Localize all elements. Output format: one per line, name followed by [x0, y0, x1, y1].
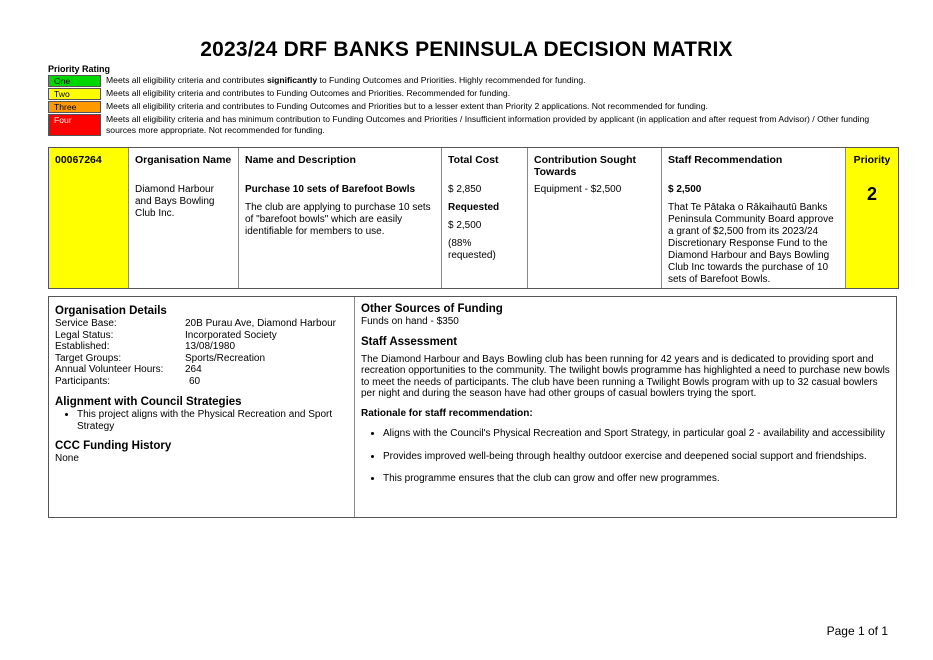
detail-row: Established: 13/08/1980 — [55, 341, 236, 352]
staff-assessment-text: The Diamond Harbour and Bays Bowling club has been running for 42 years and is dedicated to providing sport and recreation opportunities to the community. The twilight bowls programme has highlighted a need to purchase new bowls to meet the needs of participants. The club have been running a Twilight Bowls program with up to 32 casual bowlers per night and during the season have had other groups of casual bowlers trying the sport. — [361, 353, 890, 399]
application-id-cell — [49, 148, 129, 288]
other-funding-heading: Other Sources of Funding — [361, 303, 503, 315]
project-description: The club are applying to purchase 10 sets of "barefoot bowls" which are easily identifiable for members to use. — [245, 202, 431, 237]
other-funding-value: Funds on hand - $350 — [361, 316, 459, 327]
staff-recommendation-amount: $ 2,500 — [668, 184, 702, 195]
list-item: • This project aligns with the Physical Recreation and Sport Strategy — [77, 409, 348, 432]
organisation-details-heading: Organisation Details — [55, 305, 167, 317]
detail-row: Target Groups: Sports/Recreation — [55, 352, 266, 364]
application-table — [48, 147, 899, 289]
requested-label: Requested — [448, 202, 500, 213]
contribution-value: Equipment - $2,500 — [534, 184, 622, 195]
priority-rating-heading: Priority Rating — [48, 64, 111, 74]
priority-swatch-three: Three — [48, 101, 101, 113]
total-cost-header: Total Cost — [448, 154, 499, 166]
staff-assessment-heading: Staff Assessment — [361, 335, 458, 348]
alignment-heading: Alignment with Council Strategies — [55, 396, 242, 408]
organisation-name: Diamond Harbour and Bays Bowling Club Inc. — [135, 184, 215, 219]
priority-swatch-four: Four — [48, 114, 101, 136]
priority-desc-one: Meets all eligibility criteria and contributes significantly to Funding Outcomes and Priorities. Highly recommended for funding. — [106, 75, 586, 85]
details-table — [48, 296, 897, 518]
priority-desc-three: Meets all eligibility criteria and contributes to Funding Outcomes and Priorities but to a lesser extent than Priority 2 applications. Not recommended for funding. — [106, 101, 708, 111]
requested-amount: $ 2,500 — [448, 220, 482, 231]
total-cost-cell — [442, 148, 528, 288]
funding-history-value: None — [55, 453, 79, 464]
detail-row: Service Base: 20B Purau Ave, Diamond Harbour — [55, 318, 337, 329]
alignment-list — [55, 409, 348, 432]
priority-value: 2 — [866, 184, 877, 204]
organisation-cell — [129, 148, 239, 288]
contribution-cell — [528, 148, 662, 288]
priority-desc-two: Meets all eligibility criteria and contributes to Funding Outcomes and Priorities. Recommended for funding. — [106, 88, 511, 98]
organisation-details-panel — [49, 297, 355, 517]
staff-recommendation-header: Staff Recommendation — [668, 154, 783, 166]
list-item: • This programme ensures that the club can grow and offer new programmes. — [383, 473, 890, 485]
document-title: 2023/24 DRF BANKS PENINSULA DECISION MATRIX — [200, 38, 733, 61]
application-id: 00067264 — [55, 154, 102, 166]
priority-cell — [846, 148, 898, 288]
detail-row: Participants: 60 — [55, 375, 201, 387]
name-description-header: Name and Description — [245, 154, 356, 166]
total-cost-value: $ 2,850 — [448, 184, 482, 195]
detail-row: Annual Volunteer Hours: 264 — [55, 364, 202, 375]
requested-percentage: (88% requested) — [448, 238, 496, 261]
priority-header: Priority — [853, 154, 891, 166]
rationale-list — [361, 428, 890, 485]
project-title: Purchase 10 sets of Barefoot Bowls — [245, 184, 416, 195]
organisation-header: Organisation Name — [135, 154, 232, 166]
priority-swatch-two: Two — [48, 88, 101, 100]
funding-history-heading: CCC Funding History — [55, 440, 172, 452]
staff-recommendation-cell — [662, 148, 846, 288]
assessment-panel — [355, 297, 896, 517]
priority-desc-four: Meets all eligibility criteria and has minimum contribution to Funding Outcomes and Priorities / Insufficient information provided by applicant (in application and after request from Advisor) / Other funding sources more appropriate. Not recommended for funding. — [106, 114, 870, 135]
rationale-heading: Rationale for staff recommendation: — [361, 407, 533, 419]
name-description-cell — [239, 148, 442, 288]
priority-swatch-one: One — [48, 75, 101, 87]
page-number: Page 1 of 1 — [826, 624, 888, 638]
detail-row: Legal Status: Incorporated Society — [55, 329, 277, 341]
contribution-header: Contribution Sought Towards — [534, 154, 637, 178]
list-item: • Provides improved well-being through healthy outdoor exercise and deepened social support and friendships. — [383, 451, 890, 463]
list-item: • Aligns with the Council's Physical Recreation and Sport Strategy, in particular goal 2 - availability and accessibility — [383, 428, 890, 440]
staff-recommendation-text: That Te Pātaka o Rākaihautū Banks Peninsula Community Board approve a grant of $2,500 from its 2023/24 Discretionary Response Fund to the Diamond Harbour and Bays Bowling Club Inc towards the purchase of 10 sets of Barefoot Bowls. — [668, 202, 834, 285]
